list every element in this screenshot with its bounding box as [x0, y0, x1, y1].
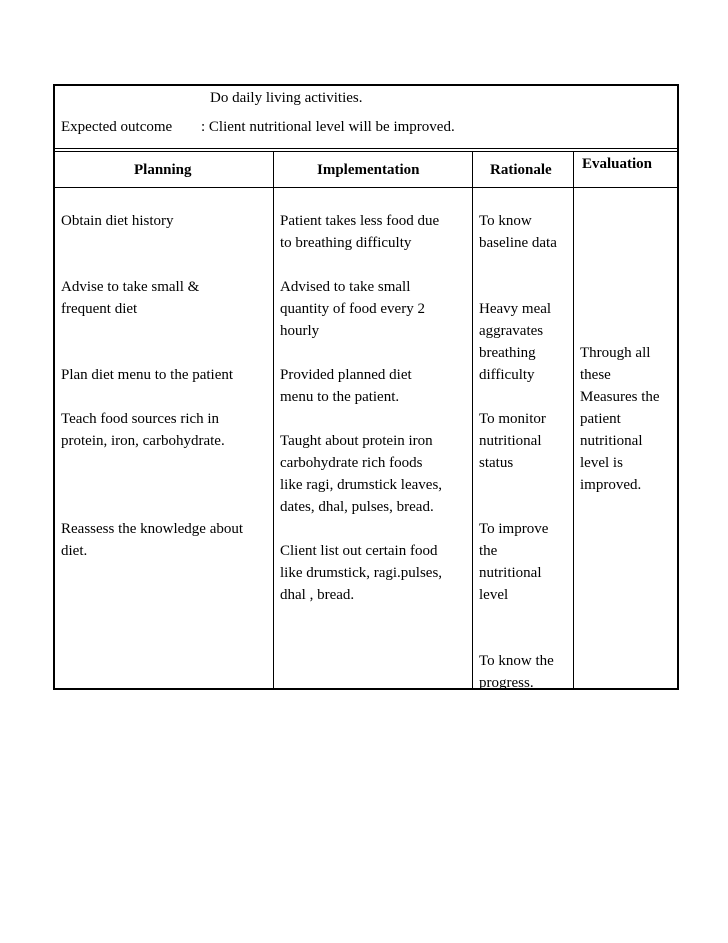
top-divider: [55, 148, 677, 149]
column-divider-3: [573, 151, 574, 688]
rationale-item: Heavy meal aggravates breathing difficulty: [479, 301, 552, 383]
expected-outcome-text: : Client nutritional level will be improved.: [201, 119, 455, 135]
expected-outcome-label: Expected outcome: [61, 119, 173, 135]
planning-item: Reassess the knowledge about diet.: [61, 521, 244, 559]
planning-item: Obtain diet history: [61, 213, 174, 229]
rationale-item: To monitor nutritional status: [479, 411, 546, 471]
implementation-item: Patient takes less food due to breathing difficulty: [280, 213, 440, 251]
activity-line: Do daily living activities.: [210, 90, 363, 106]
planning-item: Plan diet menu to the patient: [61, 367, 234, 383]
rationale-item: To know the progress.: [479, 653, 554, 691]
rationale-item: To improve the nutritional level: [479, 521, 549, 603]
top-divider-second: [55, 151, 677, 152]
column-divider-2: [472, 151, 473, 688]
implementation-item: Taught about protein iron carbohydrate rich foods like ragi, drumstick leaves, dates, dhal, pulses, bread.: [280, 433, 443, 515]
planning-item: Advise to take small & frequent diet: [61, 279, 200, 317]
implementation-item: Client list out certain food like drumstick, ragi.pulses, dhal , bread.: [280, 543, 443, 603]
header-divider: [55, 187, 677, 188]
header-evaluation: Evaluation: [582, 156, 653, 172]
rationale-item: To know baseline data: [479, 213, 557, 251]
planning-item: Teach food sources rich in protein, iron, carbohydrate.: [61, 411, 225, 449]
implementation-item: Advised to take small quantity of food every 2 hourly: [280, 279, 425, 339]
care-plan-table: [53, 84, 679, 690]
header-implementation: Implementation: [317, 162, 420, 178]
implementation-item: Provided planned diet menu to the patient.: [280, 367, 412, 405]
evaluation-text: Through all these Measures the patient nutritional level is improved.: [580, 345, 660, 493]
column-divider-1: [273, 151, 274, 688]
header-rationale: Rationale: [490, 162, 552, 178]
header-planning: Planning: [134, 162, 192, 178]
